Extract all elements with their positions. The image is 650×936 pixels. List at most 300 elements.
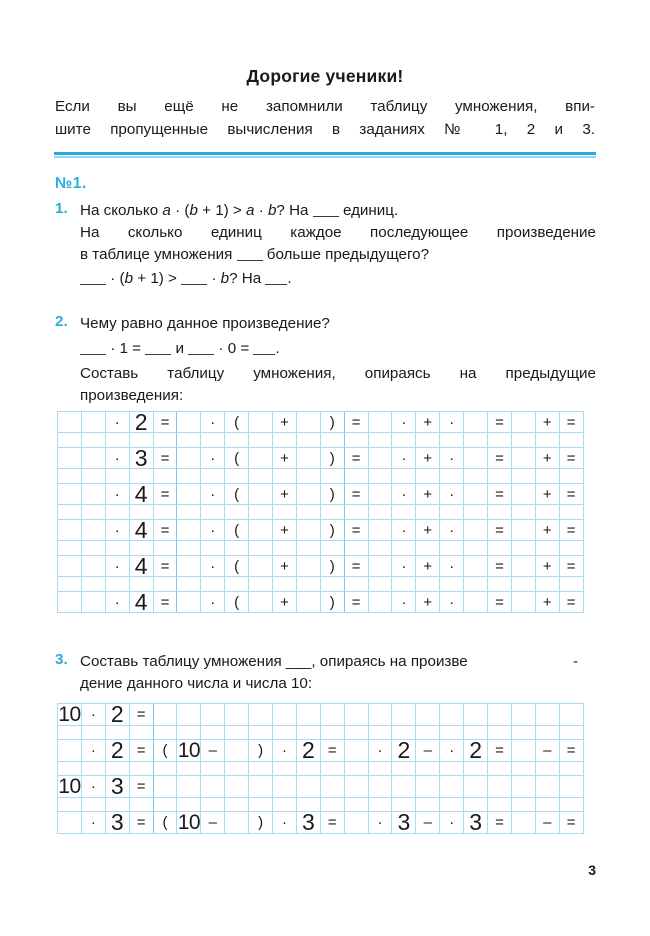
grid-cell-empty[interactable] [297, 520, 321, 541]
grid-cell-empty[interactable] [58, 762, 82, 776]
grid-cell-symbol[interactable]: 2 [392, 740, 416, 762]
grid-cell-empty[interactable] [440, 762, 464, 776]
grid-cell-symbol[interactable]: = [345, 520, 369, 541]
grid-cell-empty[interactable] [488, 541, 512, 556]
grid-cell-symbol[interactable]: · [82, 812, 106, 834]
grid-cell-empty[interactable] [488, 726, 512, 740]
q1-l4-blank-1[interactable] [80, 284, 106, 285]
grid-cell-empty[interactable] [512, 469, 536, 484]
grid-cell-empty[interactable] [369, 798, 393, 812]
grid-cell-symbol[interactable]: = [154, 448, 178, 469]
grid-cell-symbol[interactable]: = [345, 412, 369, 433]
grid-cell-empty[interactable] [82, 541, 106, 556]
grid-cell-empty[interactable] [560, 541, 584, 556]
grid-cell-empty[interactable] [130, 762, 154, 776]
grid-cell-empty[interactable] [560, 577, 584, 592]
grid-cell-symbol[interactable]: + [536, 484, 560, 505]
grid-cell-empty[interactable] [225, 726, 249, 740]
grid-cell-symbol[interactable]: = [321, 740, 345, 762]
grid-cell-empty[interactable] [154, 726, 178, 740]
grid-cell-empty[interactable] [225, 433, 249, 448]
grid-cell-empty[interactable] [416, 577, 440, 592]
grid-cell-symbol[interactable]: · [106, 484, 130, 505]
multiplication-grid-task-2[interactable] [57, 411, 584, 613]
grid-cell-empty[interactable] [392, 726, 416, 740]
grid-cell-empty[interactable] [560, 762, 584, 776]
grid-cell-empty[interactable] [488, 776, 512, 798]
grid-cell-empty[interactable] [225, 798, 249, 812]
grid-cell-empty[interactable] [512, 762, 536, 776]
multiplication-grid-task-3[interactable] [57, 703, 584, 834]
grid-cell-empty[interactable] [464, 433, 488, 448]
grid-cell-empty[interactable] [249, 433, 273, 448]
grid-cell-symbol[interactable]: + [536, 520, 560, 541]
grid-cell-empty[interactable] [249, 762, 273, 776]
grid-cell-symbol[interactable]: = [321, 812, 345, 834]
grid-cell-empty[interactable] [512, 798, 536, 812]
grid-cell-empty[interactable] [297, 577, 321, 592]
grid-cell-empty[interactable] [392, 776, 416, 798]
grid-cell-empty[interactable] [369, 484, 393, 505]
grid-cell-symbol[interactable]: + [416, 484, 440, 505]
grid-cell-empty[interactable] [177, 469, 201, 484]
grid-cell-symbol[interactable]: · [392, 520, 416, 541]
grid-cell-empty[interactable] [321, 798, 345, 812]
grid-cell-empty[interactable] [321, 433, 345, 448]
grid-cell-symbol[interactable]: – [201, 740, 225, 762]
grid-cell-empty[interactable] [201, 469, 225, 484]
grid-cell-symbol[interactable]: + [416, 520, 440, 541]
grid-cell-symbol[interactable]: · [392, 556, 416, 577]
grid-cell-empty[interactable] [345, 776, 369, 798]
grid-cell-symbol[interactable]: 10 [58, 704, 81, 726]
grid-cell-empty[interactable] [82, 484, 106, 505]
grid-cell-empty[interactable] [536, 798, 560, 812]
grid-cell-empty[interactable] [249, 798, 273, 812]
grid-cell-empty[interactable] [416, 505, 440, 520]
grid-cell-empty[interactable] [416, 762, 440, 776]
grid-cell-empty[interactable] [321, 505, 345, 520]
grid-cell-empty[interactable] [321, 577, 345, 592]
grid-cell-symbol[interactable]: + [273, 592, 297, 613]
grid-cell-empty[interactable] [58, 798, 82, 812]
grid-cell-empty[interactable] [225, 740, 249, 762]
grid-cell-empty[interactable] [177, 484, 201, 505]
grid-cell-symbol[interactable]: · [369, 812, 393, 834]
grid-cell-empty[interactable] [273, 469, 297, 484]
grid-cell-symbol[interactable]: = [488, 740, 512, 762]
grid-cell-empty[interactable] [345, 505, 369, 520]
grid-cell-empty[interactable] [464, 484, 488, 505]
grid-cell-empty[interactable] [536, 541, 560, 556]
grid-cell-empty[interactable] [345, 740, 369, 762]
grid-cell-empty[interactable] [106, 433, 130, 448]
grid-cell-symbol[interactable]: · [440, 812, 464, 834]
grid-cell-empty[interactable] [154, 577, 178, 592]
grid-cell-empty[interactable] [177, 592, 201, 613]
grid-cell-symbol[interactable]: + [536, 448, 560, 469]
grid-cell-symbol[interactable]: = [130, 704, 154, 726]
grid-cell-empty[interactable] [345, 726, 369, 740]
grid-cell-symbol[interactable]: + [416, 592, 440, 613]
grid-cell-empty[interactable] [249, 556, 273, 577]
grid-cell-symbol[interactable]: = [345, 484, 369, 505]
grid-cell-empty[interactable] [392, 798, 416, 812]
grid-cell-symbol[interactable]: + [273, 412, 297, 433]
grid-cell-symbol[interactable]: 4 [130, 556, 154, 577]
grid-cell-symbol[interactable]: ( [225, 520, 249, 541]
grid-cell-symbol[interactable]: ( [154, 812, 178, 834]
grid-cell-empty[interactable] [297, 762, 321, 776]
grid-cell-empty[interactable] [297, 412, 321, 433]
grid-cell-empty[interactable] [369, 776, 393, 798]
grid-cell-empty[interactable] [536, 762, 560, 776]
grid-cell-empty[interactable] [512, 541, 536, 556]
grid-cell-empty[interactable] [154, 541, 178, 556]
grid-cell-empty[interactable] [82, 726, 106, 740]
grid-cell-symbol[interactable]: 10 [177, 740, 201, 762]
grid-cell-empty[interactable] [416, 776, 440, 798]
grid-cell-empty[interactable] [512, 726, 536, 740]
grid-cell-empty[interactable] [560, 433, 584, 448]
grid-cell-symbol[interactable]: ) [249, 812, 273, 834]
grid-cell-empty[interactable] [297, 433, 321, 448]
grid-cell-empty[interactable] [177, 448, 201, 469]
grid-cell-empty[interactable] [249, 726, 273, 740]
grid-cell-empty[interactable] [297, 541, 321, 556]
grid-cell-empty[interactable] [82, 469, 106, 484]
grid-cell-empty[interactable] [321, 726, 345, 740]
grid-cell-empty[interactable] [440, 577, 464, 592]
grid-cell-empty[interactable] [464, 520, 488, 541]
grid-cell-empty[interactable] [345, 762, 369, 776]
grid-cell-symbol[interactable]: – [416, 812, 440, 834]
grid-cell-empty[interactable] [177, 556, 201, 577]
grid-cell-empty[interactable] [392, 505, 416, 520]
grid-cell-empty[interactable] [201, 762, 225, 776]
grid-cell-symbol[interactable]: = [560, 484, 584, 505]
grid-cell-symbol[interactable]: · [440, 592, 464, 613]
grid-cell-empty[interactable] [225, 577, 249, 592]
grid-cell-symbol[interactable]: + [273, 520, 297, 541]
grid-cell-symbol[interactable]: = [560, 448, 584, 469]
grid-cell-symbol[interactable]: 2 [464, 740, 488, 762]
grid-cell-empty[interactable] [249, 776, 273, 798]
grid-cell-empty[interactable] [249, 592, 273, 613]
grid-cell-empty[interactable] [464, 469, 488, 484]
grid-cell-empty[interactable] [58, 520, 82, 541]
grid-cell-empty[interactable] [321, 469, 345, 484]
grid-cell-symbol[interactable]: – [536, 812, 560, 834]
grid-cell-empty[interactable] [154, 469, 178, 484]
grid-cell-symbol[interactable]: = [154, 556, 178, 577]
grid-cell-empty[interactable] [369, 412, 393, 433]
grid-cell-empty[interactable] [130, 505, 154, 520]
grid-cell-empty[interactable] [416, 726, 440, 740]
grid-cell-empty[interactable] [464, 798, 488, 812]
grid-cell-empty[interactable] [369, 520, 393, 541]
grid-cell-symbol[interactable]: – [416, 740, 440, 762]
grid-cell-symbol[interactable]: – [201, 812, 225, 834]
grid-cell-empty[interactable] [273, 776, 297, 798]
grid-cell-empty[interactable] [464, 704, 488, 726]
grid-cell-symbol[interactable]: = [560, 592, 584, 613]
grid-cell-empty[interactable] [177, 798, 201, 812]
grid-cell-empty[interactable] [369, 433, 393, 448]
grid-cell-empty[interactable] [440, 505, 464, 520]
grid-cell-symbol[interactable]: 4 [130, 520, 154, 541]
grid-cell-empty[interactable] [345, 541, 369, 556]
grid-cell-symbol[interactable]: ) [321, 412, 345, 433]
grid-cell-symbol[interactable]: = [345, 592, 369, 613]
grid-cell-empty[interactable] [273, 704, 297, 726]
grid-cell-empty[interactable] [82, 577, 106, 592]
grid-cell-empty[interactable] [154, 776, 178, 798]
grid-cell-empty[interactable] [154, 505, 178, 520]
grid-cell-empty[interactable] [536, 726, 560, 740]
grid-cell-symbol[interactable]: · [106, 592, 130, 613]
grid-cell-empty[interactable] [82, 520, 106, 541]
grid-cell-empty[interactable] [392, 577, 416, 592]
grid-cell-symbol[interactable]: ) [249, 740, 273, 762]
grid-cell-empty[interactable] [177, 505, 201, 520]
grid-cell-symbol[interactable]: = [130, 812, 154, 834]
grid-cell-symbol[interactable]: · [440, 556, 464, 577]
grid-cell-symbol[interactable]: · [201, 484, 225, 505]
grid-cell-symbol[interactable]: 10 [177, 812, 201, 834]
grid-cell-empty[interactable] [58, 469, 82, 484]
grid-cell-symbol[interactable]: ) [321, 448, 345, 469]
grid-cell-empty[interactable] [464, 776, 488, 798]
grid-cell-empty[interactable] [464, 577, 488, 592]
grid-cell-symbol[interactable]: ( [225, 592, 249, 613]
grid-cell-symbol[interactable]: · [440, 448, 464, 469]
grid-cell-empty[interactable] [464, 762, 488, 776]
grid-cell-empty[interactable] [249, 412, 273, 433]
grid-cell-symbol[interactable]: = [488, 520, 512, 541]
grid-cell-empty[interactable] [106, 726, 130, 740]
grid-cell-empty[interactable] [512, 433, 536, 448]
grid-cell-empty[interactable] [321, 762, 345, 776]
q1-l4-blank-3[interactable] [265, 284, 287, 285]
grid-cell-symbol[interactable]: = [488, 448, 512, 469]
grid-cell-empty[interactable] [58, 726, 82, 740]
grid-cell-empty[interactable] [201, 541, 225, 556]
grid-cell-empty[interactable] [177, 704, 201, 726]
grid-cell-empty[interactable] [512, 448, 536, 469]
grid-cell-empty[interactable] [225, 762, 249, 776]
grid-cell-symbol[interactable]: · [392, 448, 416, 469]
grid-cell-empty[interactable] [321, 704, 345, 726]
grid-cell-empty[interactable] [297, 448, 321, 469]
grid-cell-symbol[interactable]: 2 [130, 412, 154, 433]
grid-cell-empty[interactable] [106, 577, 130, 592]
grid-cell-empty[interactable] [82, 412, 106, 433]
grid-cell-symbol[interactable]: · [82, 776, 106, 798]
grid-cell-empty[interactable] [536, 505, 560, 520]
grid-cell-symbol[interactable]: + [273, 484, 297, 505]
grid-cell-empty[interactable] [106, 798, 130, 812]
grid-cell-empty[interactable] [297, 556, 321, 577]
grid-cell-empty[interactable] [512, 592, 536, 613]
grid-cell-empty[interactable] [512, 505, 536, 520]
grid-cell-empty[interactable] [369, 592, 393, 613]
grid-cell-empty[interactable] [82, 448, 106, 469]
q1-l4-blank-2[interactable] [181, 284, 207, 285]
grid-cell-symbol[interactable]: 3 [130, 448, 154, 469]
grid-cell-empty[interactable] [345, 433, 369, 448]
grid-cell-empty[interactable] [512, 520, 536, 541]
grid-cell-empty[interactable] [249, 505, 273, 520]
grid-cell-empty[interactable] [201, 505, 225, 520]
grid-cell-empty[interactable] [58, 412, 82, 433]
grid-cell-empty[interactable] [249, 577, 273, 592]
grid-cell-empty[interactable] [273, 541, 297, 556]
grid-cell-symbol[interactable]: ) [321, 520, 345, 541]
grid-cell-empty[interactable] [464, 412, 488, 433]
grid-cell-symbol[interactable]: 3 [297, 812, 321, 834]
grid-cell-empty[interactable] [488, 762, 512, 776]
grid-cell-empty[interactable] [464, 592, 488, 613]
grid-cell-empty[interactable] [273, 798, 297, 812]
grid-cell-empty[interactable] [58, 740, 82, 762]
grid-cell-empty[interactable] [512, 556, 536, 577]
grid-cell-empty[interactable] [464, 541, 488, 556]
grid-cell-empty[interactable] [345, 469, 369, 484]
grid-cell-empty[interactable] [225, 704, 249, 726]
grid-cell-empty[interactable] [416, 541, 440, 556]
grid-cell-symbol[interactable]: + [273, 448, 297, 469]
grid-cell-empty[interactable] [177, 726, 201, 740]
grid-cell-symbol[interactable]: ) [321, 484, 345, 505]
grid-cell-symbol[interactable]: = [488, 484, 512, 505]
grid-cell-empty[interactable] [225, 776, 249, 798]
grid-cell-empty[interactable] [369, 762, 393, 776]
grid-cell-empty[interactable] [106, 541, 130, 556]
grid-cell-empty[interactable] [440, 433, 464, 448]
grid-cell-empty[interactable] [488, 433, 512, 448]
grid-cell-symbol[interactable]: – [536, 740, 560, 762]
grid-cell-symbol[interactable]: 2 [106, 704, 130, 726]
grid-cell-empty[interactable] [297, 469, 321, 484]
grid-cell-empty[interactable] [369, 469, 393, 484]
grid-cell-symbol[interactable]: = [345, 448, 369, 469]
grid-cell-empty[interactable] [440, 798, 464, 812]
grid-cell-empty[interactable] [392, 433, 416, 448]
grid-cell-empty[interactable] [201, 704, 225, 726]
grid-cell-empty[interactable] [249, 448, 273, 469]
grid-cell-symbol[interactable]: 2 [106, 740, 130, 762]
grid-cell-symbol[interactable]: = [560, 740, 584, 762]
grid-cell-empty[interactable] [440, 726, 464, 740]
grid-cell-empty[interactable] [488, 505, 512, 520]
grid-cell-symbol[interactable]: · [106, 520, 130, 541]
grid-cell-empty[interactable] [201, 726, 225, 740]
grid-cell-empty[interactable] [560, 505, 584, 520]
grid-cell-symbol[interactable]: + [536, 556, 560, 577]
q2-l2-blank-1[interactable] [80, 354, 106, 355]
grid-cell-empty[interactable] [345, 798, 369, 812]
grid-cell-empty[interactable] [82, 762, 106, 776]
grid-cell-symbol[interactable]: 3 [106, 776, 130, 798]
grid-cell-empty[interactable] [297, 776, 321, 798]
grid-cell-symbol[interactable]: = [560, 412, 584, 433]
grid-cell-symbol[interactable]: · [440, 740, 464, 762]
grid-cell-empty[interactable] [512, 776, 536, 798]
grid-cell-symbol[interactable]: · [392, 484, 416, 505]
grid-cell-empty[interactable] [369, 704, 393, 726]
grid-cell-empty[interactable] [154, 433, 178, 448]
grid-cell-empty[interactable] [130, 798, 154, 812]
grid-cell-empty[interactable] [440, 704, 464, 726]
grid-cell-empty[interactable] [369, 448, 393, 469]
grid-cell-symbol[interactable]: ( [225, 412, 249, 433]
grid-cell-empty[interactable] [512, 484, 536, 505]
grid-cell-symbol[interactable]: · [82, 740, 106, 762]
grid-cell-empty[interactable] [82, 433, 106, 448]
grid-cell-empty[interactable] [154, 704, 178, 726]
grid-cell-empty[interactable] [58, 812, 82, 834]
grid-cell-symbol[interactable]: 2 [297, 740, 321, 762]
grid-cell-empty[interactable] [154, 798, 178, 812]
grid-cell-empty[interactable] [512, 704, 536, 726]
grid-cell-empty[interactable] [536, 704, 560, 726]
grid-cell-empty[interactable] [130, 541, 154, 556]
grid-cell-empty[interactable] [58, 556, 82, 577]
grid-cell-empty[interactable] [297, 592, 321, 613]
grid-cell-symbol[interactable]: + [416, 448, 440, 469]
grid-cell-empty[interactable] [392, 704, 416, 726]
grid-cell-empty[interactable] [297, 726, 321, 740]
grid-cell-empty[interactable] [297, 505, 321, 520]
grid-cell-symbol[interactable]: · [392, 412, 416, 433]
grid-cell-empty[interactable] [177, 541, 201, 556]
grid-cell-empty[interactable] [345, 577, 369, 592]
grid-cell-empty[interactable] [369, 541, 393, 556]
grid-cell-empty[interactable] [225, 469, 249, 484]
grid-cell-symbol[interactable]: · [440, 412, 464, 433]
grid-cell-empty[interactable] [201, 776, 225, 798]
grid-cell-empty[interactable] [154, 762, 178, 776]
grid-cell-symbol[interactable]: = [560, 520, 584, 541]
q1-l1-answer-blank[interactable] [313, 216, 339, 217]
grid-cell-symbol[interactable]: + [416, 412, 440, 433]
grid-cell-empty[interactable] [249, 704, 273, 726]
q1-l3-answer-blank[interactable] [237, 260, 263, 261]
grid-cell-empty[interactable] [201, 577, 225, 592]
grid-cell-symbol[interactable]: = [488, 412, 512, 433]
grid-cell-empty[interactable] [369, 556, 393, 577]
grid-cell-empty[interactable] [82, 592, 106, 613]
grid-cell-empty[interactable] [273, 726, 297, 740]
grid-cell-empty[interactable] [58, 448, 82, 469]
grid-cell-empty[interactable] [201, 798, 225, 812]
q2-l2-blank-4[interactable] [253, 354, 275, 355]
grid-cell-empty[interactable] [177, 412, 201, 433]
grid-cell-symbol[interactable]: · [201, 592, 225, 613]
grid-cell-symbol[interactable]: · [201, 448, 225, 469]
grid-cell-empty[interactable] [321, 541, 345, 556]
grid-cell-empty[interactable] [560, 704, 584, 726]
grid-cell-empty[interactable] [416, 704, 440, 726]
grid-cell-empty[interactable] [488, 577, 512, 592]
grid-cell-empty[interactable] [177, 433, 201, 448]
grid-cell-symbol[interactable]: · [201, 412, 225, 433]
grid-cell-empty[interactable] [345, 704, 369, 726]
grid-cell-symbol[interactable]: · [106, 556, 130, 577]
grid-cell-symbol[interactable]: · [273, 740, 297, 762]
grid-cell-symbol[interactable]: · [106, 448, 130, 469]
